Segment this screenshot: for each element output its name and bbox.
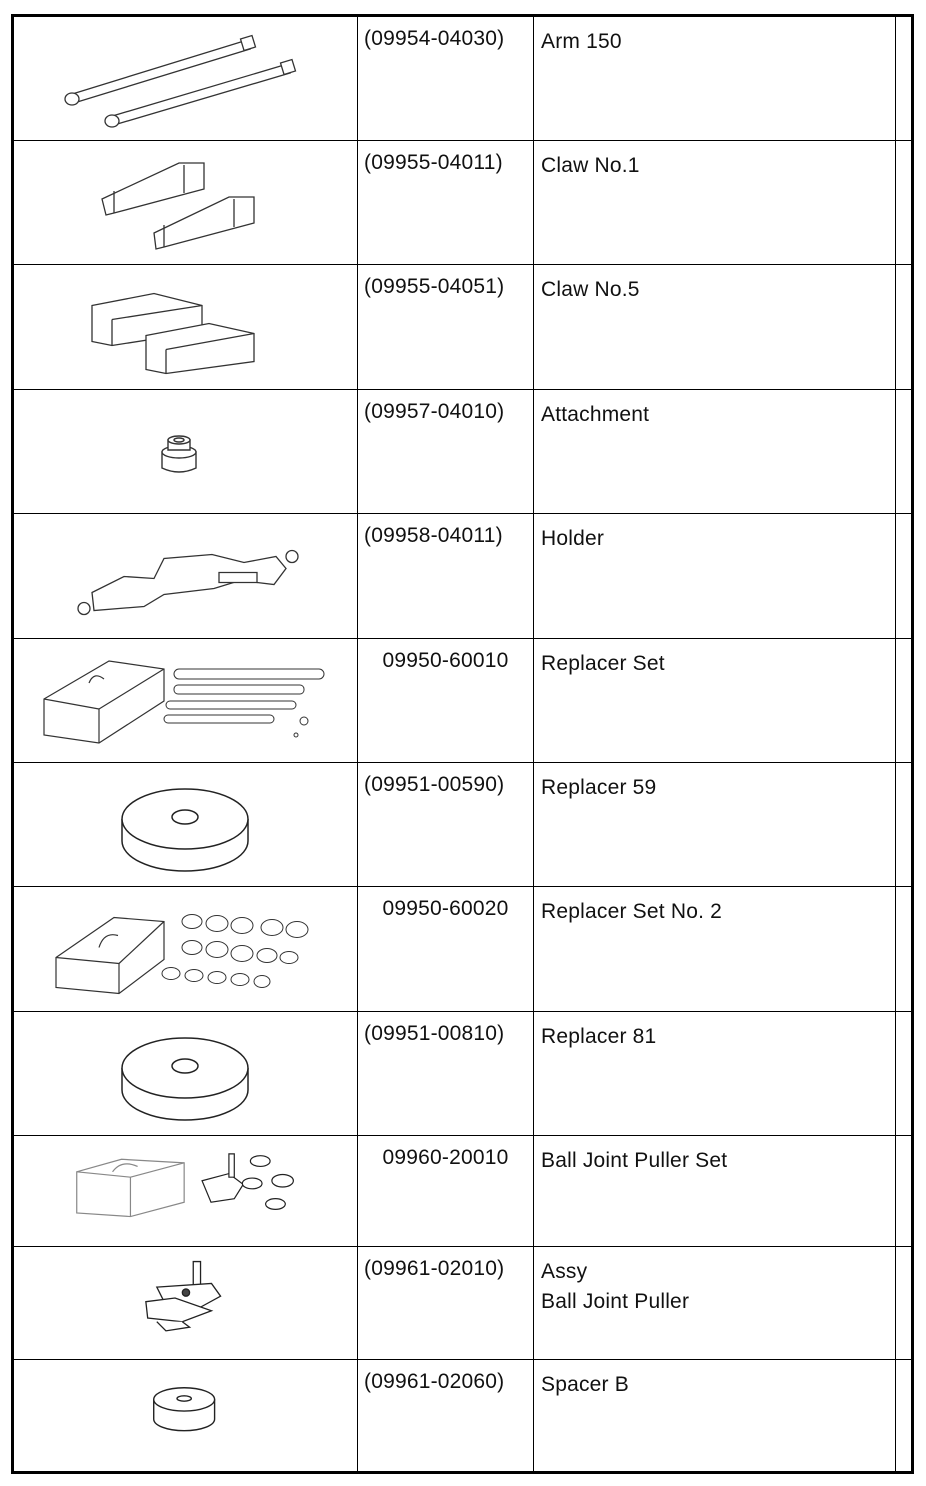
spacer-icon	[14, 1360, 357, 1471]
part-number: 09950-60020	[382, 897, 509, 920]
part-number: (09961-02060)	[364, 1370, 505, 1393]
attachment-icon	[14, 390, 357, 514]
part-number-cell	[358, 17, 534, 140]
tool-table-rows	[14, 17, 911, 1471]
replacer-set-no2-icon	[14, 887, 357, 1012]
tool-name	[541, 649, 665, 679]
tool-name-cell	[534, 639, 896, 762]
blank-cell	[896, 1247, 911, 1359]
table-row	[14, 265, 911, 390]
tool-name	[541, 1257, 689, 1317]
tool-name-line: Claw No.5	[541, 278, 640, 301]
tool-name-line: Assy	[541, 1260, 588, 1283]
part-number-cell	[358, 763, 534, 886]
tool-name-cell	[534, 1136, 896, 1246]
tool-name-line: Replacer 59	[541, 776, 657, 799]
blank-cell	[896, 763, 911, 886]
tool-image-cell	[14, 639, 358, 762]
tool-name-cell	[534, 887, 896, 1011]
tool-image-cell	[14, 1136, 358, 1246]
table-row	[14, 1360, 911, 1471]
tool-name-line: Spacer B	[541, 1373, 629, 1396]
table-row	[14, 763, 911, 887]
table-row	[14, 1012, 911, 1136]
replacer-disc-icon	[14, 1012, 357, 1136]
replacer-disc-icon	[14, 763, 357, 887]
tool-name	[541, 773, 656, 803]
tool-name-line: Ball Joint Puller Set	[541, 1149, 728, 1172]
part-number: (09951-00590)	[364, 773, 505, 796]
tool-name	[541, 1022, 656, 1052]
tool-name-cell	[534, 17, 896, 140]
table-row	[14, 639, 911, 763]
tool-image-cell	[14, 390, 358, 513]
holder-icon	[14, 514, 357, 639]
tool-name-cell	[534, 1247, 896, 1359]
table-row	[14, 17, 911, 141]
tool-name	[541, 400, 649, 430]
ball-joint-puller-set-icon	[14, 1136, 357, 1247]
tool-name-line: Ball Joint Puller	[541, 1290, 690, 1313]
tool-name	[541, 1370, 629, 1400]
tool-name-cell	[534, 763, 896, 886]
part-number-cell	[358, 265, 534, 389]
part-number: (09961-02010)	[364, 1257, 505, 1280]
blank-cell	[896, 1136, 911, 1246]
tool-name-line: Attachment	[541, 403, 650, 426]
tool-image-cell	[14, 265, 358, 389]
part-number-cell	[358, 514, 534, 638]
tool-name	[541, 1146, 727, 1176]
blank-cell	[896, 1012, 911, 1135]
tool-name	[541, 897, 722, 927]
tool-name-cell	[534, 1360, 896, 1471]
blank-cell	[896, 887, 911, 1011]
tool-name-line: Holder	[541, 527, 605, 550]
part-number-cell	[358, 1247, 534, 1359]
part-number-cell	[358, 1012, 534, 1135]
tool-image-cell	[14, 1247, 358, 1359]
blank-cell	[896, 17, 911, 140]
table-row	[14, 390, 911, 514]
tool-image-cell	[14, 763, 358, 886]
part-number: (09958-04011)	[364, 524, 503, 547]
table-row	[14, 141, 911, 265]
part-number-cell	[358, 141, 534, 264]
ball-joint-puller-icon	[14, 1247, 357, 1360]
tool-name-cell	[534, 1012, 896, 1135]
blank-cell	[896, 514, 911, 638]
table-row	[14, 1247, 911, 1360]
tool-name-line: Arm 150	[541, 30, 622, 53]
tool-name	[541, 275, 640, 305]
tool-name-cell	[534, 265, 896, 389]
tool-image-cell	[14, 1360, 358, 1471]
tool-image-cell	[14, 514, 358, 638]
part-number: (09955-04051)	[364, 275, 505, 298]
tool-name-cell	[534, 141, 896, 264]
tool-image-cell	[14, 17, 358, 140]
claw-no5-icon	[14, 265, 357, 390]
tool-name	[541, 151, 640, 181]
blank-cell	[896, 390, 911, 513]
tool-name	[541, 524, 604, 554]
tool-image-cell	[14, 1012, 358, 1135]
part-number: (09951-00810)	[364, 1022, 505, 1045]
tool-name-line: Replacer Set	[541, 652, 665, 675]
tool-table	[11, 14, 914, 1474]
part-number: (09955-04011)	[364, 151, 503, 174]
part-number-cell	[358, 887, 534, 1011]
blank-cell	[896, 639, 911, 762]
part-number-cell	[358, 1360, 534, 1471]
tool-image-cell	[14, 141, 358, 264]
part-number-cell	[358, 639, 534, 762]
part-number: (09957-04010)	[364, 400, 505, 423]
claw-no1-icon	[14, 141, 357, 265]
blank-cell	[896, 1360, 911, 1471]
blank-cell	[896, 141, 911, 264]
part-number: (09954-04030)	[364, 27, 505, 50]
arm-150-icon	[14, 17, 357, 141]
part-number-cell	[358, 390, 534, 513]
tool-name-cell	[534, 514, 896, 638]
tool-name-line: Claw No.1	[541, 154, 640, 177]
replacer-set-icon	[14, 639, 357, 763]
table-row	[14, 1136, 911, 1247]
blank-cell	[896, 265, 911, 389]
part-number-cell	[358, 1136, 534, 1246]
table-row	[14, 514, 911, 639]
tool-name	[541, 27, 622, 57]
tool-image-cell	[14, 887, 358, 1011]
part-number: 09960-20010	[382, 1146, 509, 1169]
part-number: 09950-60010	[382, 649, 509, 672]
table-row	[14, 887, 911, 1012]
tool-name-line: Replacer 81	[541, 1025, 657, 1048]
tool-name-cell	[534, 390, 896, 513]
tool-name-line: Replacer Set No. 2	[541, 900, 723, 923]
